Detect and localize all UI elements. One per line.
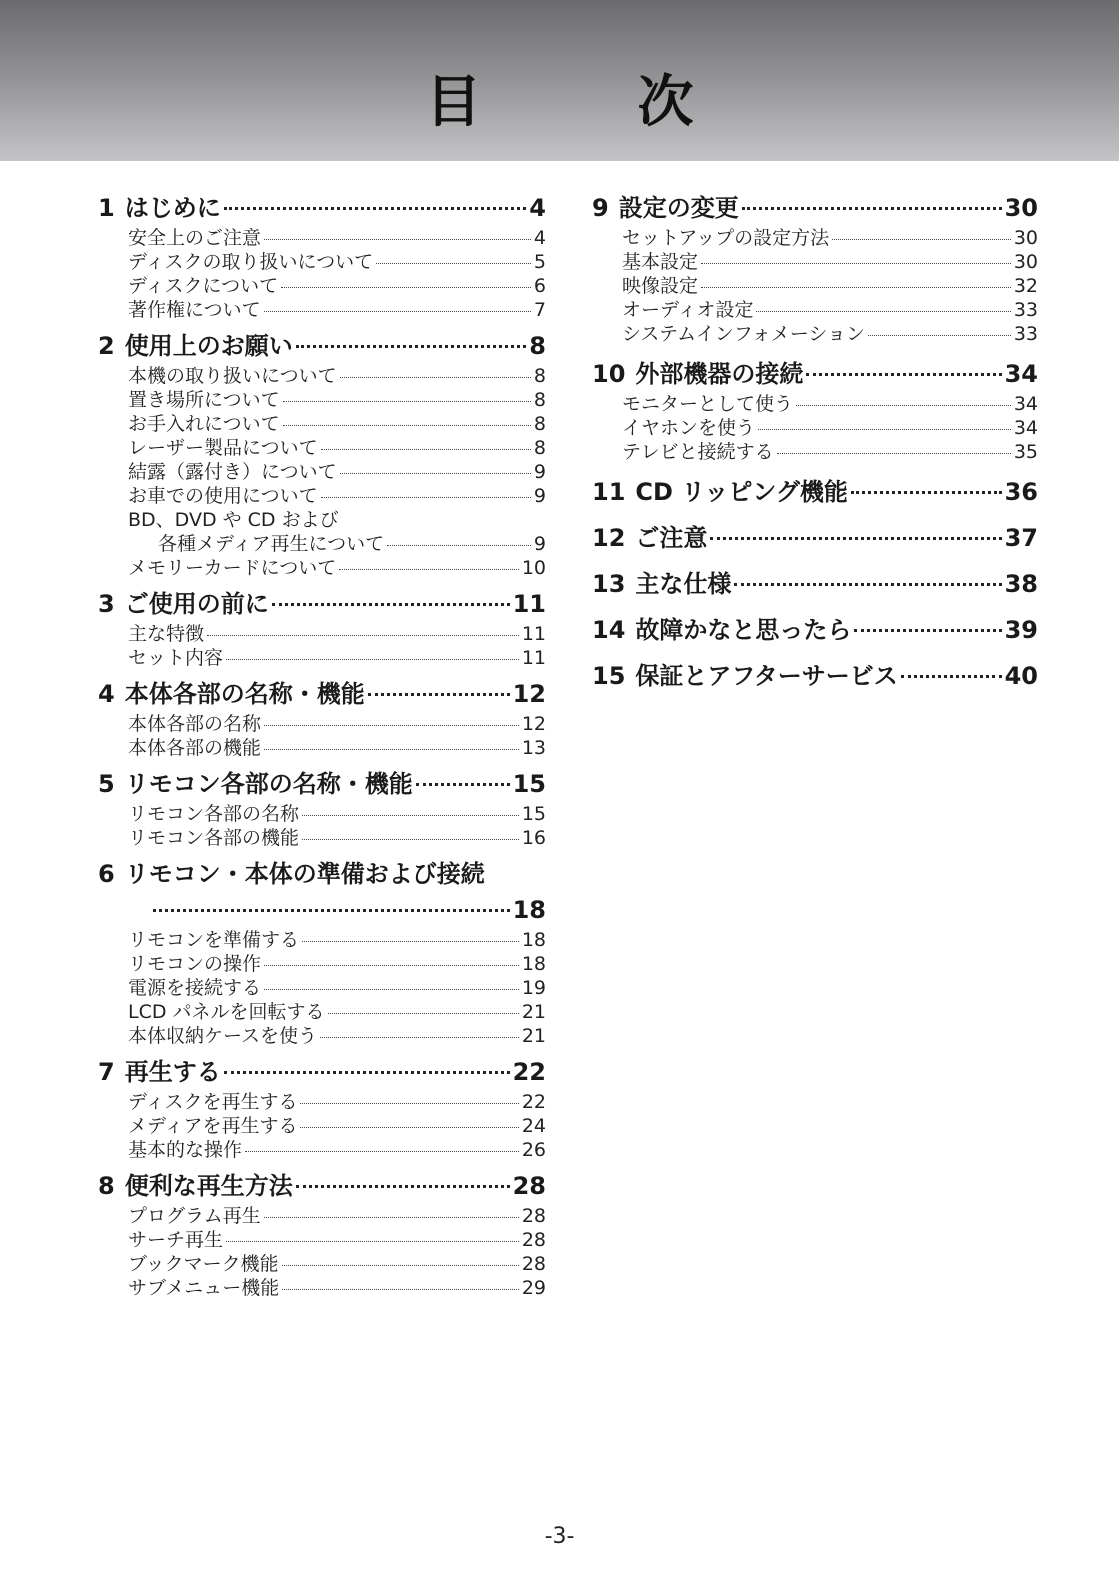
subentry-page: 32 — [1013, 275, 1038, 297]
dot-leader — [264, 989, 519, 990]
dot-leader — [300, 1127, 518, 1128]
toc-section — [592, 520, 1038, 556]
subentry-page: 9 — [533, 533, 546, 555]
subentry-page: 8 — [533, 389, 546, 411]
chapter-number: 11 — [592, 478, 626, 506]
subentry-page: 18 — [521, 929, 546, 951]
subentry-page: 28 — [521, 1205, 546, 1227]
subentry-title: メモリーカードについて — [128, 557, 337, 579]
toc-subentry[interactable] — [98, 952, 546, 976]
subentry-page: 34 — [1013, 393, 1038, 415]
subentry-title: 基本設定 — [622, 251, 699, 273]
toc-section — [98, 676, 546, 760]
chapter-title: 故障かなと思ったら — [635, 616, 852, 644]
chapter-title: 使用上のお願い — [124, 332, 293, 360]
toc-subentry[interactable] — [98, 712, 546, 736]
dot-leader — [901, 675, 1002, 678]
subentry-title: レーザー製品について — [128, 437, 318, 459]
subentry-title: お手入れについて — [128, 413, 280, 435]
chapter-title: 設定の変更 — [618, 194, 739, 222]
toc-subentry[interactable] — [592, 298, 1038, 322]
toc-subentry[interactable] — [98, 274, 546, 298]
subentry-page: 22 — [521, 1091, 546, 1113]
toc-subentry[interactable] — [98, 508, 546, 532]
chapter-page: 4 — [529, 194, 546, 222]
dot-leader — [282, 1289, 519, 1290]
subentry-page: 21 — [521, 1001, 546, 1023]
chapter-page: 28 — [512, 1172, 546, 1200]
toc-chapter-entry[interactable] — [98, 766, 546, 802]
toc-subentry[interactable] — [592, 226, 1038, 250]
subentry-page: 33 — [1013, 299, 1038, 321]
chapter-page: 15 — [512, 770, 546, 798]
subentry-title: 映像設定 — [622, 275, 699, 297]
toc-chapter-entry[interactable] — [592, 566, 1038, 602]
subentry-title: 本体各部の機能 — [128, 737, 262, 759]
subentry-title: 本機の取り扱いについて — [128, 365, 337, 387]
dot-leader — [796, 405, 1011, 406]
subentry-title: テレビと接続する — [622, 441, 774, 463]
chapter-page: 12 — [512, 680, 546, 708]
dot-leader — [264, 725, 519, 726]
subentry-title: お車での使用について — [128, 485, 318, 507]
toc-subentry[interactable] — [98, 928, 546, 952]
chapter-page: 22 — [512, 1058, 546, 1086]
subentry-page: 19 — [521, 977, 546, 999]
dot-leader — [283, 401, 531, 402]
chapter-title: 外部機器の接続 — [635, 360, 804, 388]
toc-chapter-entry[interactable] — [592, 190, 1038, 226]
dot-leader — [868, 335, 1011, 336]
subentry-page: 24 — [521, 1115, 546, 1137]
dot-leader — [758, 429, 1011, 430]
toc-section — [98, 1054, 546, 1162]
chapter-page: 30 — [1004, 194, 1038, 222]
subentry-title: モニターとして使う — [622, 393, 794, 415]
dot-leader — [701, 263, 1011, 264]
chapter-number: 4 — [98, 680, 115, 708]
subentry-title: 著作権について — [128, 299, 261, 321]
dot-leader — [264, 239, 531, 240]
dot-leader — [296, 1185, 510, 1188]
toc-subentry[interactable] — [98, 736, 546, 760]
toc-subentry[interactable] — [98, 226, 546, 250]
subentry-page: 13 — [521, 737, 546, 759]
subentry-title: リモコン各部の機能 — [128, 827, 300, 849]
page-number: -3- — [544, 1524, 575, 1549]
dot-leader — [302, 839, 519, 840]
toc-subentry[interactable] — [98, 1252, 546, 1276]
chapter-page: 36 — [1004, 478, 1038, 506]
chapter-number: 8 — [98, 1172, 115, 1200]
dot-leader — [264, 1217, 519, 1218]
chapter-number: 6 — [98, 860, 115, 888]
toc-chapter-entry[interactable] — [98, 586, 546, 622]
toc-subentry[interactable] — [592, 322, 1038, 346]
subentry-title: 本体各部の名称 — [128, 713, 262, 735]
subentry-page: 28 — [521, 1253, 546, 1275]
subentry-page: 26 — [521, 1139, 546, 1161]
dot-leader — [328, 1013, 519, 1014]
chapter-page: 34 — [1004, 360, 1038, 388]
chapter-title: ご使用の前に — [124, 590, 269, 618]
page-title: 目 次 — [425, 70, 744, 135]
chapter-number: 5 — [98, 770, 115, 798]
chapter-number: 3 — [98, 590, 115, 618]
dot-leader — [321, 449, 531, 450]
dot-leader — [777, 453, 1011, 454]
subentry-page: 15 — [521, 803, 546, 825]
chapter-number: 7 — [98, 1058, 115, 1086]
chapter-title: はじめに — [124, 194, 221, 222]
subentry-page: 7 — [533, 299, 546, 321]
toc-subentry[interactable] — [98, 1114, 546, 1138]
subentry-title: 安全上のご注意 — [128, 227, 262, 249]
chapter-page: 37 — [1004, 524, 1038, 552]
toc-section — [592, 190, 1038, 346]
chapter-title: リモコン・本体の準備および接続 — [124, 860, 485, 888]
subentry-title: システムインフォメーション — [622, 323, 866, 345]
chapter-number: 10 — [592, 360, 626, 388]
toc-subentry-continued[interactable] — [98, 532, 546, 556]
dot-leader — [340, 473, 531, 474]
toc-chapter-entry[interactable] — [98, 328, 546, 364]
dot-leader — [832, 239, 1011, 240]
subentry-page: 34 — [1013, 417, 1038, 439]
dot-leader — [264, 749, 519, 750]
toc-chapter-entry[interactable] — [98, 190, 546, 226]
toc-left-column — [98, 190, 546, 1306]
chapter-number: 13 — [592, 570, 626, 598]
toc-section — [98, 1168, 546, 1300]
toc-subentry[interactable] — [98, 826, 546, 850]
chapter-number: 1 — [98, 194, 115, 222]
toc-section — [98, 766, 546, 850]
subentry-page: 35 — [1013, 441, 1038, 463]
dot-leader — [854, 629, 1001, 632]
toc-chapter-entry[interactable] — [592, 356, 1038, 392]
chapter-title: CD リッピング機能 — [635, 478, 848, 506]
toc-subentry[interactable] — [98, 1276, 546, 1300]
toc-chapter-entry[interactable] — [592, 520, 1038, 556]
dot-leader — [226, 1241, 519, 1242]
dot-leader — [302, 941, 519, 942]
subentry-page: 5 — [533, 251, 546, 273]
toc-chapter-entry[interactable] — [592, 658, 1038, 694]
subentry-title: ディスクの取り扱いについて — [128, 251, 374, 273]
toc-section — [592, 612, 1038, 648]
dot-leader — [734, 583, 1001, 586]
dot-leader — [224, 1071, 510, 1074]
toc-subentry[interactable] — [98, 460, 546, 484]
dot-leader — [207, 635, 519, 636]
toc-chapter-entry[interactable] — [98, 856, 546, 892]
chapter-page: 40 — [1004, 662, 1038, 690]
subentry-page: 9 — [533, 461, 546, 483]
chapter-page: 39 — [1004, 616, 1038, 644]
dot-leader — [756, 311, 1010, 312]
chapter-number: 14 — [592, 616, 626, 644]
toc-subentry[interactable] — [592, 440, 1038, 464]
toc-subentry[interactable] — [592, 416, 1038, 440]
dot-leader — [851, 491, 1002, 494]
toc-section — [592, 356, 1038, 464]
subentry-page: 18 — [521, 953, 546, 975]
chapter-page: 38 — [1004, 570, 1038, 598]
subentry-page: 16 — [521, 827, 546, 849]
dot-leader — [264, 311, 531, 312]
dot-leader — [264, 965, 519, 966]
dot-leader — [296, 345, 527, 348]
chapter-title: ご注意 — [635, 524, 708, 552]
subentry-title: BD、DVD や CD および — [128, 509, 339, 531]
toc-chapter-entry-continued[interactable] — [98, 892, 546, 928]
chapter-title: リモコン各部の名称・機能 — [124, 770, 413, 798]
chapter-number: 12 — [592, 524, 626, 552]
chapter-page: 11 — [512, 590, 546, 618]
toc-subentry[interactable] — [98, 412, 546, 436]
dot-leader — [387, 545, 531, 546]
subentry-page: 9 — [533, 485, 546, 507]
subentry-title: イヤホンを使う — [622, 417, 756, 439]
subentry-page: 28 — [521, 1229, 546, 1251]
subentry-page: 11 — [521, 647, 546, 669]
subentry-title: ディスクについて — [128, 275, 279, 297]
subentry-page: 8 — [533, 413, 546, 435]
subentry-title: 結露（露付き）について — [128, 461, 337, 483]
chapter-title: 保証とアフターサービス — [635, 662, 898, 690]
toc-section — [98, 856, 546, 1048]
chapter-page: 18 — [512, 896, 546, 924]
dot-leader — [806, 373, 1001, 376]
toc-chapter-entry[interactable] — [98, 1054, 546, 1090]
subentry-title: 基本的な操作 — [128, 1139, 243, 1161]
subentry-title: セット内容 — [128, 647, 224, 669]
dot-leader — [300, 1103, 518, 1104]
subentry-title: オーディオ設定 — [622, 299, 754, 321]
subentry-page: 8 — [533, 365, 546, 387]
chapter-number: 15 — [592, 662, 626, 690]
toc-section — [98, 328, 546, 580]
toc-subentry[interactable] — [98, 1090, 546, 1114]
toc-subentry[interactable] — [98, 802, 546, 826]
dot-leader — [742, 207, 1002, 210]
subentry-title: プログラム再生 — [128, 1205, 261, 1227]
subentry-page: 30 — [1013, 251, 1038, 273]
toc-subentry[interactable] — [98, 1000, 546, 1024]
toc-subentry[interactable] — [98, 976, 546, 1000]
dot-leader — [224, 207, 527, 210]
subentry-title: セットアップの設定方法 — [622, 227, 830, 249]
subentry-page: 12 — [521, 713, 546, 735]
subentry-page: 6 — [533, 275, 546, 297]
subentry-title: 主な特徴 — [128, 623, 205, 645]
dot-leader — [226, 659, 519, 660]
dot-leader — [302, 815, 519, 816]
subentry-page: 11 — [521, 623, 546, 645]
toc-section — [592, 658, 1038, 694]
subentry-title: リモコンの操作 — [128, 953, 262, 975]
toc-subentry[interactable] — [98, 250, 546, 274]
toc-subentry[interactable] — [98, 1024, 546, 1048]
toc-subentry[interactable] — [98, 298, 546, 322]
dot-leader — [710, 537, 1001, 540]
chapter-title: 主な仕様 — [635, 570, 732, 598]
dot-leader — [368, 693, 510, 696]
toc-subentry[interactable] — [98, 364, 546, 388]
subentry-page: 30 — [1013, 227, 1038, 249]
subentry-page: 4 — [533, 227, 546, 249]
dot-leader — [283, 425, 531, 426]
toc-chapter-entry[interactable] — [592, 474, 1038, 510]
toc-subentry[interactable] — [98, 646, 546, 670]
toc-chapter-entry[interactable] — [98, 676, 546, 712]
toc-subentry[interactable] — [592, 274, 1038, 298]
dot-leader — [701, 287, 1011, 288]
title-banner — [0, 0, 1119, 161]
chapter-title: 便利な再生方法 — [124, 1172, 293, 1200]
toc-subentry[interactable] — [98, 436, 546, 460]
toc-subentry[interactable] — [592, 392, 1038, 416]
subentry-page: 29 — [521, 1277, 546, 1299]
chapter-page: 8 — [529, 332, 546, 360]
subentry-title: サブメニュー機能 — [128, 1277, 280, 1299]
subentry-title: 電源を接続する — [128, 977, 262, 999]
dot-leader — [376, 263, 531, 264]
toc-section — [592, 474, 1038, 510]
dot-leader — [245, 1151, 519, 1152]
toc-subentry[interactable] — [98, 622, 546, 646]
toc-subentry[interactable] — [98, 556, 546, 580]
toc-subentry[interactable] — [98, 1204, 546, 1228]
dot-leader — [416, 783, 510, 786]
chapter-number: 2 — [98, 332, 115, 360]
subentry-title: LCD パネルを回転する — [128, 1001, 325, 1023]
subentry-page: 8 — [533, 437, 546, 459]
subentry-page: 21 — [521, 1025, 546, 1047]
chapter-number: 9 — [592, 194, 609, 222]
toc-subentry[interactable] — [98, 1228, 546, 1252]
subentry-title: サーチ再生 — [128, 1229, 224, 1251]
dot-leader — [281, 287, 531, 288]
toc-subentry[interactable] — [98, 388, 546, 412]
toc-subentry[interactable] — [98, 1138, 546, 1162]
subentry-title: 置き場所について — [128, 389, 280, 411]
dot-leader — [340, 377, 531, 378]
toc-section — [98, 586, 546, 670]
dot-leader — [153, 909, 510, 912]
subentry-title: ブックマーク機能 — [128, 1253, 279, 1275]
dot-leader — [272, 603, 510, 606]
dot-leader — [282, 1265, 519, 1266]
subentry-title: 各種メディア再生について — [158, 533, 385, 555]
toc-section — [98, 190, 546, 322]
subentry-title: リモコン各部の名称 — [128, 803, 300, 825]
dot-leader — [339, 569, 519, 570]
toc-chapter-entry[interactable] — [98, 1168, 546, 1204]
toc-subentry[interactable] — [98, 484, 546, 508]
subentry-title: メディアを再生する — [128, 1115, 298, 1137]
subentry-page: 10 — [521, 557, 546, 579]
subentry-title: リモコンを準備する — [128, 929, 300, 951]
chapter-title: 再生する — [124, 1058, 221, 1086]
dot-leader — [321, 497, 531, 498]
subentry-page: 33 — [1013, 323, 1038, 345]
toc-section — [592, 566, 1038, 602]
toc-subentry[interactable] — [592, 250, 1038, 274]
dot-leader — [320, 1037, 519, 1038]
subentry-title: 本体収納ケースを使う — [128, 1025, 318, 1047]
toc-chapter-entry[interactable] — [592, 612, 1038, 648]
subentry-title: ディスクを再生する — [128, 1091, 298, 1113]
toc-right-column — [592, 190, 1038, 704]
chapter-title: 本体各部の名称・機能 — [124, 680, 365, 708]
